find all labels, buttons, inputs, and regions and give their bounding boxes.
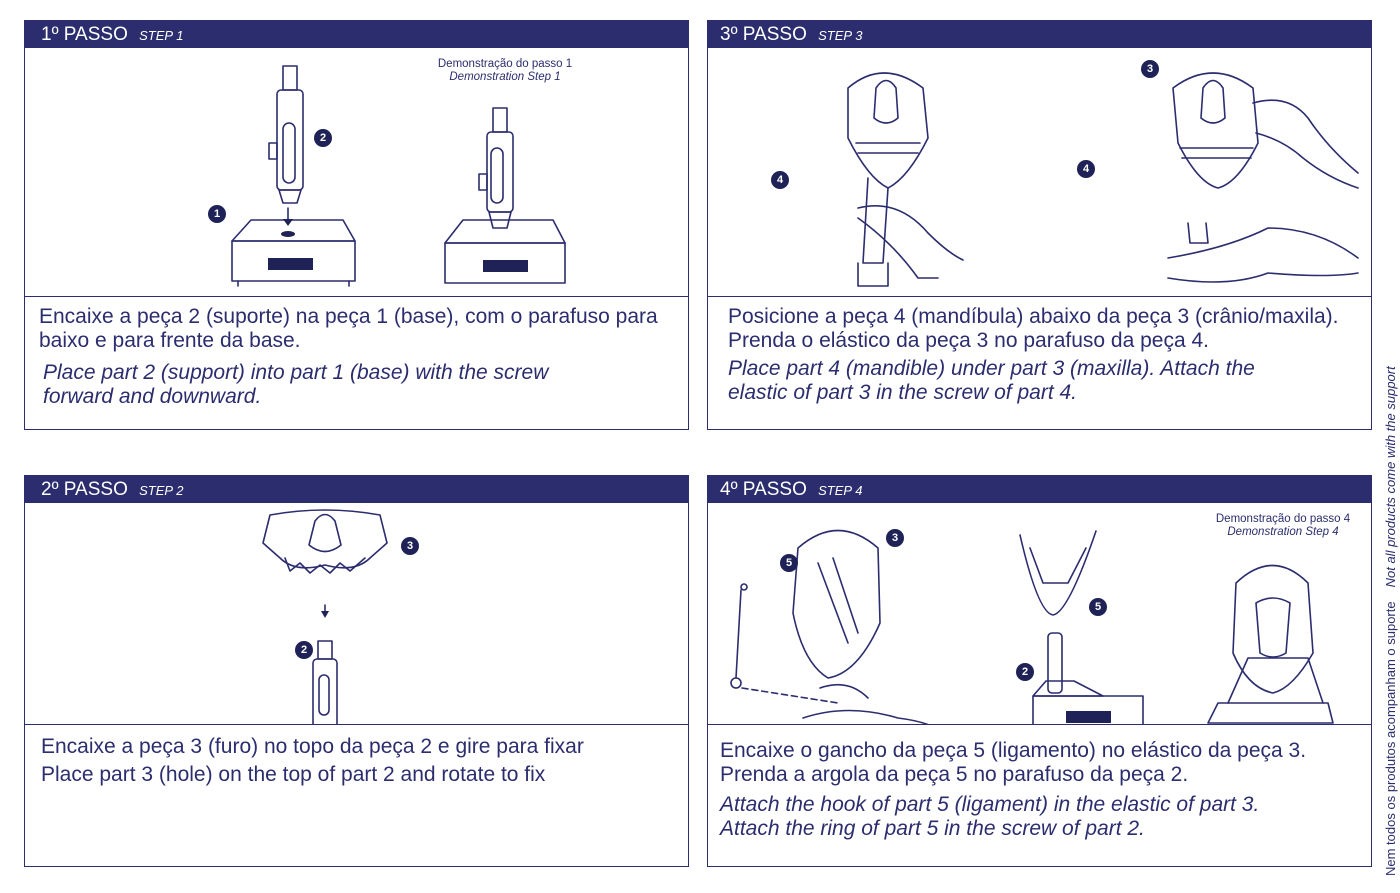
step-subtitle: STEP 3 (818, 28, 863, 43)
part-badge-3: 3 (886, 529, 904, 547)
instruction-pt: Posicione a peça 4 (mandíbula) abaixo da peça 3 (crânio/maxila). Prenda o elástico da peça 3 no parafuso da peça 4. (728, 305, 1339, 352)
step-2-header (25, 476, 688, 503)
step-4-header (708, 476, 1371, 503)
part-badge-2: 2 (295, 641, 313, 659)
demo-caption (1198, 513, 1368, 539)
base-and-support-drawing (25, 48, 687, 296)
step-number: 3º (720, 24, 738, 45)
step-1-illustration (25, 48, 688, 297)
instruction-pt: Encaixe o gancho da peça 5 (ligamento) no elástico da peça 3. Prenda a argola da peça 5 no parafuso da peça 2. (720, 739, 1307, 786)
step-number: 4º (720, 479, 738, 500)
step-4-text (720, 739, 1361, 841)
step-title: PASSO (63, 479, 128, 500)
demo-caption-en: Demonstration Step 4 (1227, 526, 1339, 538)
step-1-text (39, 305, 678, 409)
instruction-en: Place part 2 (support) into part 1 (base) with the screw forward and downward. (43, 361, 549, 408)
step-3-header (708, 21, 1371, 48)
side-note-en: Not all products come with the support (1383, 366, 1398, 588)
skull-assembly-drawing (708, 48, 1370, 296)
demo-caption-pt: Demonstração do passo 1 (437, 58, 573, 70)
support-side-note (1382, 276, 1400, 876)
step-1-header (25, 21, 688, 48)
instruction-en: Attach the hook of part 5 (ligament) in the elastic of part 3. Attach the ring of part 5 in the screw of part 2. (720, 793, 1260, 840)
instruction-pt: Encaixe a peça 3 (furo) no topo da peça 2 e gire para fixar (41, 735, 584, 758)
step-subtitle: STEP 2 (139, 483, 184, 498)
step-2-illustration (25, 503, 688, 725)
step-subtitle: STEP 4 (818, 483, 863, 498)
step-2-text (41, 735, 678, 787)
step-number: 1º (41, 24, 59, 45)
part-badge-4: 4 (771, 171, 789, 189)
part-badge-2: 2 (1016, 663, 1034, 681)
part-badge-1: 1 (208, 205, 226, 223)
step-4-illustration (708, 503, 1371, 725)
demo-caption-en: Demonstration Step 1 (449, 71, 561, 83)
step-number: 2º (41, 479, 59, 500)
step-3-panel (707, 20, 1372, 430)
step-3-text (728, 305, 1361, 405)
part-badge-4: 4 (1077, 160, 1095, 178)
step-title: PASSO (742, 24, 807, 45)
part-badge-5: 5 (780, 554, 798, 572)
instruction-en: Place part 4 (mandible) under part 3 (maxilla). Attach the elastic of part 3 in the screw of part 4. (728, 357, 1255, 404)
instruction-en: Place part 3 (hole) on the top of part 2 and rotate to fix (41, 763, 546, 786)
demo-caption (420, 58, 590, 84)
step-title: PASSO (742, 479, 807, 500)
step-subtitle: STEP 1 (139, 28, 184, 43)
step-2-panel (24, 475, 689, 867)
part-badge-3: 3 (401, 537, 419, 555)
instruction-pt: Encaixe a peça 2 (suporte) na peça 1 (base), com o parafuso para baixo e para frente da base. (39, 305, 658, 352)
maxilla-and-support-drawing (25, 503, 687, 724)
demo-caption-pt: Demonstração do passo 4 (1215, 513, 1351, 525)
part-badge-2: 2 (314, 129, 332, 147)
side-note-pt: Nem todos os produtos acompanham o suporte (1383, 601, 1398, 876)
step-1-panel (24, 20, 689, 430)
step-title: PASSO (63, 24, 128, 45)
part-badge-5: 5 (1089, 598, 1107, 616)
step-3-illustration (708, 48, 1371, 297)
step-4-panel (707, 475, 1372, 867)
part-badge-3: 3 (1141, 60, 1159, 78)
